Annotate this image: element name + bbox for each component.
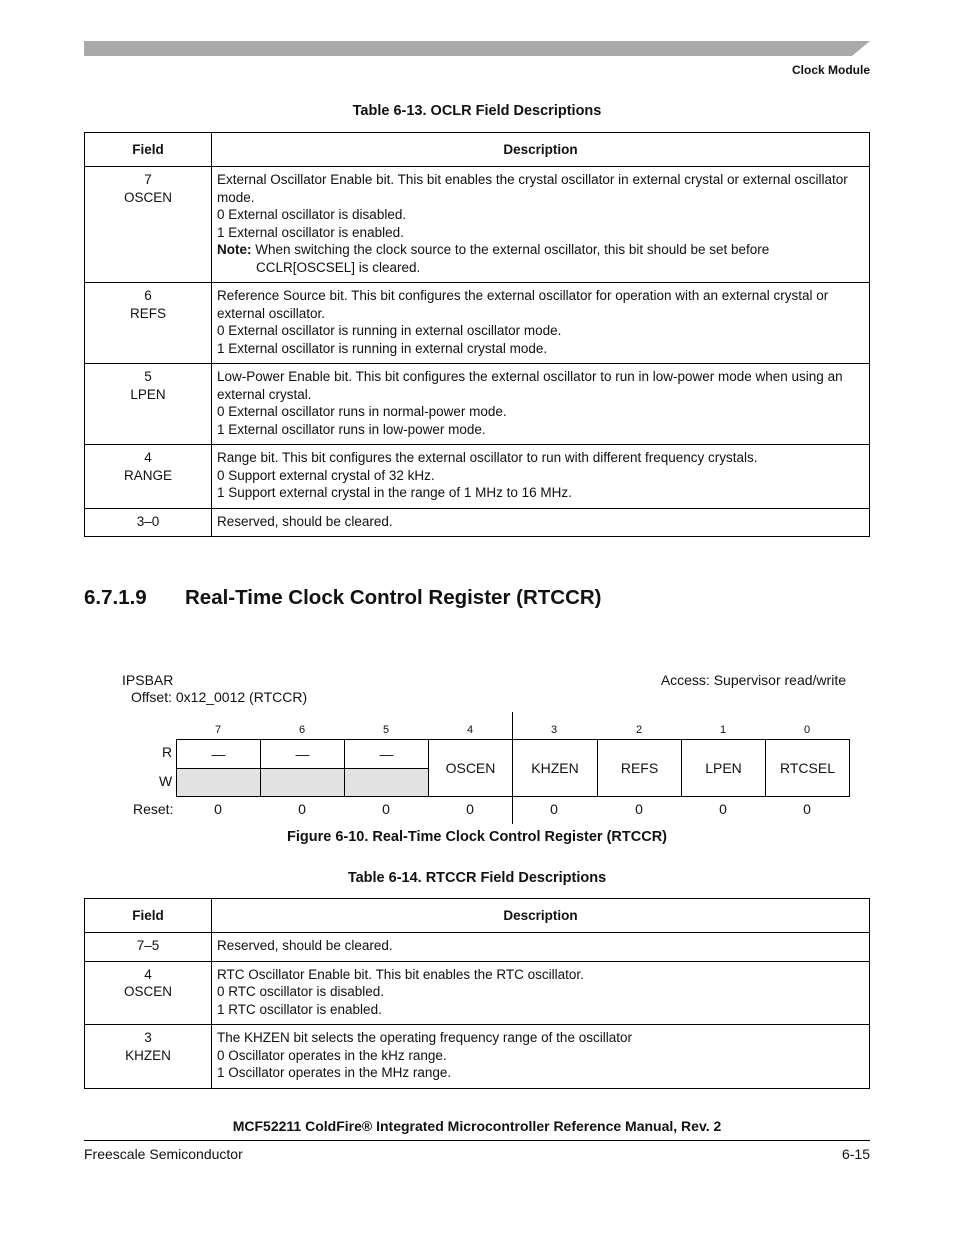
table-row (85, 283, 870, 364)
bit-number: 7 (214, 724, 222, 736)
field-cell (85, 445, 212, 509)
table-row (85, 933, 870, 962)
field-bit: 7–5 (136, 938, 160, 953)
description-line: 0 External oscillator is disabled. (217, 207, 407, 222)
header-bar (84, 41, 870, 56)
description-cell (212, 933, 870, 962)
running-header: Clock Module (791, 63, 870, 77)
reset-value: 0 (803, 801, 811, 817)
table-row (85, 961, 870, 1025)
reserved-bit-write (344, 768, 429, 797)
bit-number: 2 (635, 724, 643, 736)
reserved-bit-read: — (176, 739, 261, 769)
register-base: IPSBAR (122, 672, 174, 688)
footer-divider (84, 1140, 870, 1141)
table-row (85, 508, 870, 537)
bit-number: 4 (466, 724, 474, 736)
description-line: 0 External oscillator runs in normal-power mode. (217, 404, 507, 419)
field-name: REFS (129, 305, 166, 321)
reserved-bit-read: — (260, 739, 345, 769)
figure-caption: Figure 6-10. Real-Time Clock Control Register (RTCCR) (286, 829, 668, 845)
description-line: Reserved, should be cleared. (217, 513, 393, 529)
field-cell (85, 364, 212, 445)
description-line: 0 External oscillator is running in external oscillator mode. (217, 323, 562, 338)
field-bit: 4 (144, 966, 152, 982)
description-line: 0 Support external crystal of 32 kHz. (217, 467, 435, 483)
description-line: 1 External oscillator is running in external crystal mode. (217, 340, 548, 356)
column-header-field: Field (85, 899, 212, 933)
field-bit: 3–0 (136, 513, 160, 529)
register-field-refs: REFS (597, 739, 682, 797)
description-cell (212, 1025, 870, 1089)
note-label: Note: (217, 242, 252, 257)
bit-number: 5 (382, 724, 390, 736)
description-line: external oscillator. (217, 305, 326, 321)
field-name: LPEN (130, 386, 166, 402)
field-descriptions-table (84, 132, 870, 537)
read-row-label: R (162, 744, 173, 760)
field-name: KHZEN (125, 1047, 171, 1063)
field-name: RANGE (123, 467, 172, 483)
register-field-khzen: KHZEN (512, 739, 598, 797)
bit-number: 6 (298, 724, 306, 736)
description-line: The KHZEN bit selects the operating frequency range of the oscillator (217, 1030, 632, 1045)
field-cell (85, 167, 212, 283)
table-row (85, 364, 870, 445)
reset-value: 0 (719, 801, 727, 817)
bit-number: 1 (719, 724, 727, 736)
description-line: external crystal. (217, 386, 312, 402)
footer-company: Freescale Semiconductor (84, 1146, 243, 1162)
field-bit: 7 (144, 172, 152, 187)
page-number: 6-15 (841, 1146, 870, 1162)
bit-number: 3 (550, 724, 558, 736)
field-cell (85, 1025, 212, 1089)
field-bit: 5 (144, 369, 152, 384)
description-line: 1 External oscillator runs in low-power mode. (217, 421, 486, 437)
field-name: OSCEN (123, 984, 172, 999)
reserved-bit-write (176, 768, 261, 797)
description-line: Range bit. This bit configures the external oscillator to run with different frequency crystals. (217, 450, 758, 465)
reset-value: 0 (214, 801, 222, 817)
table-caption: Table 6-13. OCLR Field Descriptions (352, 103, 602, 119)
note (217, 241, 864, 259)
register-offset: Offset: 0x12_0012 (RTCCR) (131, 689, 308, 705)
reserved-bit-write (260, 768, 345, 797)
description-cell (212, 445, 870, 509)
reserved-bit-read: — (344, 739, 429, 769)
field-cell (85, 283, 212, 364)
description-line: Low-Power Enable bit. This bit configures the external oscillator to run in low-power mode when using an (217, 369, 843, 384)
footer-title: MCF52211 ColdFire® Integrated Microcontroller Reference Manual, Rev. 2 (232, 1118, 722, 1134)
description-cell (212, 283, 870, 364)
write-row-label: W (159, 773, 173, 789)
reset-value: 0 (466, 801, 474, 817)
description-line: mode. (217, 189, 255, 205)
register-field-rtcsel: RTCSEL (765, 739, 850, 797)
column-header-field: Field (85, 133, 212, 167)
description-line: 1 Oscillator operates in the MHz range. (217, 1065, 452, 1080)
description-line: External Oscillator Enable bit. This bit enables the crystal oscillator in external crystal or external oscillator (217, 172, 848, 187)
description-cell (212, 167, 870, 283)
field-name: OSCEN (123, 189, 172, 205)
reset-value: 0 (298, 801, 306, 817)
description-line: 1 RTC oscillator is enabled. (217, 1001, 382, 1017)
field-bit: 4 (144, 450, 152, 465)
section-heading (84, 586, 602, 610)
register-access: Access: Supervisor read/write (660, 672, 846, 688)
column-header-description: Description (212, 133, 870, 167)
register-field-lpen: LPEN (681, 739, 766, 797)
note-text: When switching the clock source to the external oscillator, this bit should be set before (251, 242, 770, 257)
field-cell (85, 508, 212, 537)
description-line: 1 External oscillator is enabled. (217, 224, 404, 240)
field-bit: 6 (144, 288, 152, 303)
description-line: 0 Oscillator operates in the kHz range. (217, 1047, 447, 1063)
table-row (85, 1025, 870, 1089)
table-row (85, 167, 870, 283)
register-field-oscen: OSCEN (428, 739, 513, 797)
description-cell (212, 961, 870, 1025)
reset-value: 0 (382, 801, 390, 817)
bit-number: 0 (803, 724, 811, 736)
description-line: 0 RTC oscillator is disabled. (217, 984, 385, 999)
table-caption: Table 6-14. RTCCR Field Descriptions (347, 870, 607, 886)
table-row (85, 445, 870, 509)
note-continuation: CCLR[OSCSEL] is cleared. (256, 259, 421, 275)
column-header-description: Description (212, 899, 870, 933)
reset-row-label: Reset: (133, 801, 174, 817)
reset-value: 0 (635, 801, 643, 817)
description-cell (212, 364, 870, 445)
description-cell (212, 508, 870, 537)
description-line: Reserved, should be cleared. (217, 938, 393, 953)
reset-value: 0 (550, 801, 558, 817)
field-descriptions-table (84, 898, 870, 1089)
description-line: 1 Support external crystal in the range of 1 MHz to 16 MHz. (217, 485, 572, 500)
description-line: Reference Source bit. This bit configures the external oscillator for operation with an external crystal or (217, 288, 829, 303)
field-bit: 3 (144, 1030, 152, 1045)
field-cell (85, 933, 212, 962)
section-number: 6.7.1.9 (84, 586, 147, 609)
description-line: RTC Oscillator Enable bit. This bit enables the RTC oscillator. (217, 966, 584, 982)
section-title: Real-Time Clock Control Register (RTCCR) (185, 586, 602, 609)
field-cell (85, 961, 212, 1025)
